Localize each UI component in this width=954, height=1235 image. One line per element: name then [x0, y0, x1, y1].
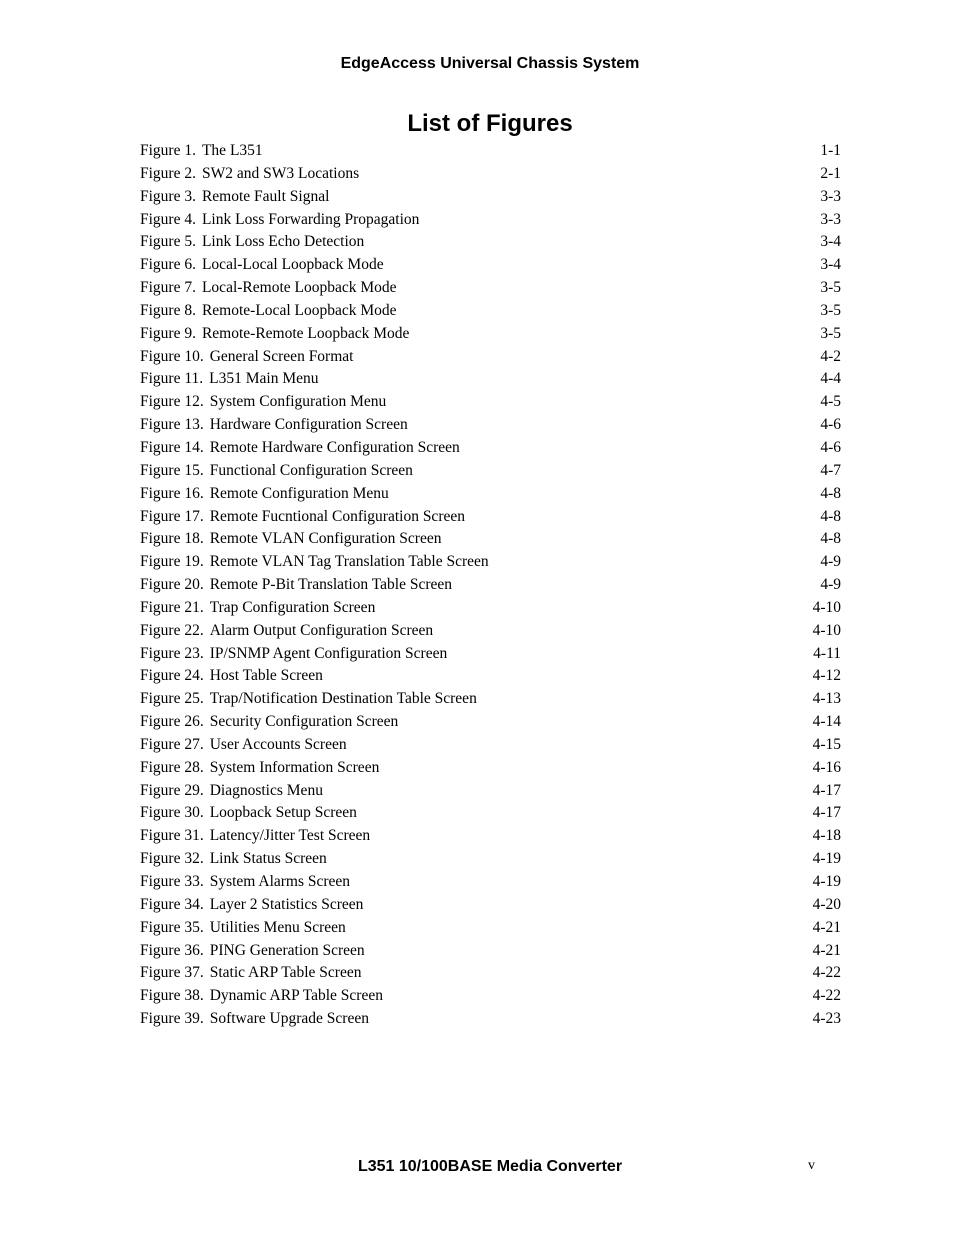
figure-number: Figure 3.: [140, 187, 196, 205]
figure-page-number: 2-1: [820, 164, 841, 182]
figure-number: Figure 38.: [140, 987, 204, 1005]
figure-caption: Alarm Output Configuration Screen: [209, 621, 434, 639]
figure-page-number: 3-3: [820, 210, 841, 228]
figure-page-number: 4-16: [812, 758, 841, 776]
figure-caption: Latency/Jitter Test Screen: [209, 827, 371, 845]
figure-label: [140, 780, 323, 803]
figure-entry[interactable]: [140, 643, 841, 666]
figure-caption: Remote VLAN Tag Translation Table Screen: [209, 553, 489, 571]
figure-number: Figure 21.: [140, 598, 204, 616]
figure-page-number: 4-4: [820, 370, 841, 388]
figure-label: [140, 802, 357, 825]
figure-number: Figure 5.: [140, 233, 196, 251]
figure-label: [140, 163, 359, 186]
figure-page-number: 3-5: [820, 301, 841, 319]
figure-number: Figure 18.: [140, 530, 204, 548]
figure-entry[interactable]: [140, 300, 841, 323]
figure-entry[interactable]: [140, 848, 841, 871]
figure-entry[interactable]: [140, 985, 841, 1008]
figure-caption: System Information Screen: [209, 758, 380, 776]
figure-label: [140, 437, 460, 460]
figure-label: [140, 871, 350, 894]
figure-number: Figure 35.: [140, 918, 204, 936]
page-number: v: [808, 1158, 815, 1173]
figure-entry[interactable]: [140, 574, 841, 597]
figure-entry[interactable]: [140, 894, 841, 917]
figure-number: Figure 6.: [140, 256, 196, 274]
figure-entry[interactable]: [140, 734, 841, 757]
figure-number: Figure 32.: [140, 850, 204, 868]
figure-page-number: 4-17: [812, 781, 841, 799]
figure-page-number: 4-9: [820, 576, 841, 594]
figure-entry[interactable]: [140, 506, 841, 529]
figure-label: [140, 620, 433, 643]
page-title: List of Figures: [407, 110, 573, 137]
figure-caption: Link Loss Forwarding Propagation: [201, 210, 420, 228]
figure-number: Figure 12.: [140, 393, 204, 411]
figure-entry[interactable]: [140, 1008, 841, 1031]
figure-entry[interactable]: [140, 780, 841, 803]
figure-page-number: 4-10: [812, 621, 841, 639]
figure-label: [140, 940, 365, 963]
figure-caption: Remote Configuration Menu: [209, 484, 389, 502]
figure-number: Figure 39.: [140, 1010, 204, 1028]
figure-number: Figure 26.: [140, 713, 204, 731]
figure-caption: Hardware Configuration Screen: [209, 416, 408, 434]
figure-page-number: 3-4: [820, 233, 841, 251]
figure-entry[interactable]: [140, 140, 841, 163]
figure-caption: IP/SNMP Agent Configuration Screen: [209, 644, 448, 662]
figure-caption: The L351: [201, 142, 263, 159]
figure-number: Figure 25.: [140, 690, 204, 708]
figure-number: Figure 15.: [140, 461, 204, 479]
figure-entry[interactable]: [140, 391, 841, 414]
figure-entry[interactable]: [140, 551, 841, 574]
figure-page-number: 3-3: [820, 187, 841, 205]
figure-page-number: 4-8: [820, 507, 841, 525]
running-header: EdgeAccess Universal Chassis System: [340, 55, 640, 72]
figure-label: [140, 528, 441, 551]
figure-label: [140, 1008, 369, 1031]
figure-caption: Diagnostics Menu: [209, 781, 323, 799]
figure-number: Figure 20.: [140, 576, 204, 594]
figure-page-number: 4-11: [813, 644, 841, 662]
figure-page-number: 4-7: [820, 461, 841, 479]
figure-number: Figure 4.: [140, 210, 196, 228]
figure-entry[interactable]: [140, 757, 841, 780]
figure-caption: Dynamic ARP Table Screen: [209, 987, 383, 1005]
figure-page-number: 3-5: [820, 279, 841, 297]
figure-entry[interactable]: [140, 940, 841, 963]
figure-entry[interactable]: [140, 688, 841, 711]
figure-entry[interactable]: [140, 460, 841, 483]
figure-number: Figure 37.: [140, 964, 204, 982]
figure-caption: PING Generation Screen: [209, 941, 365, 959]
figure-entry[interactable]: [140, 346, 841, 369]
figure-caption: Remote Fucntional Configuration Screen: [209, 507, 465, 525]
figure-caption: Utilities Menu Screen: [209, 918, 346, 936]
figure-number: Figure 19.: [140, 553, 204, 571]
figure-entry[interactable]: [140, 665, 841, 688]
figure-label: [140, 848, 327, 871]
figure-number: Figure 33.: [140, 873, 204, 890]
figure-caption: Remote-Local Loopback Mode: [201, 301, 397, 319]
figure-label: [140, 551, 489, 574]
figure-number: Figure 1.: [140, 142, 196, 159]
figure-label: [140, 665, 323, 688]
figure-label: [140, 825, 370, 848]
running-footer: L351 10/100BASE Media Converter: [357, 1158, 623, 1175]
figure-page-number: 4-5: [820, 393, 841, 411]
figure-caption: Remote VLAN Configuration Screen: [209, 530, 442, 548]
figure-label: [140, 483, 389, 506]
figure-caption: Remote-Remote Loopback Mode: [201, 324, 410, 342]
figure-entry[interactable]: [140, 962, 841, 985]
figure-entry[interactable]: [140, 437, 841, 460]
figure-page-number: 4-8: [820, 530, 841, 548]
figure-label: [140, 734, 347, 757]
figure-caption: Security Configuration Screen: [209, 713, 399, 731]
figure-label: [140, 597, 375, 620]
figure-caption: Link Loss Echo Detection: [201, 233, 365, 251]
list-of-figures: [140, 140, 841, 1031]
figure-label: [140, 186, 329, 209]
figure-page-number: 4-17: [812, 804, 841, 822]
figure-entry[interactable]: [140, 483, 841, 506]
figure-page-number: 4-6: [820, 416, 841, 434]
figure-page-number: 4-18: [812, 827, 841, 845]
figure-number: Figure 9.: [140, 324, 196, 342]
figure-entry[interactable]: [140, 209, 841, 232]
figure-label: [140, 460, 413, 483]
figure-number: Figure 29.: [140, 781, 204, 799]
figure-page-number: 4-13: [812, 690, 841, 708]
figure-page-number: 4-9: [820, 553, 841, 571]
figure-caption: Trap/Notification Destination Table Screen: [209, 690, 477, 708]
figure-page-number: 4-14: [812, 713, 841, 731]
figure-caption: Local-Local Loopback Mode: [201, 256, 384, 274]
figure-number: Figure 31.: [140, 827, 204, 845]
figure-number: Figure 16.: [140, 484, 204, 502]
figure-entry[interactable]: [140, 711, 841, 734]
figure-number: Figure 34.: [140, 895, 204, 913]
figure-label: [140, 985, 383, 1008]
figure-label: [140, 917, 346, 940]
figure-page-number: 4-8: [820, 484, 841, 502]
figure-label: [140, 300, 397, 323]
figure-number: Figure 30.: [140, 804, 204, 822]
figure-entry[interactable]: [140, 917, 841, 940]
figure-entry[interactable]: [140, 620, 841, 643]
figure-entry[interactable]: [140, 825, 841, 848]
figure-entry[interactable]: [140, 414, 841, 437]
figure-caption: Link Status Screen: [209, 850, 327, 868]
figure-caption: Trap Configuration Screen: [209, 598, 376, 616]
figure-label: [140, 414, 408, 437]
figure-entry[interactable]: [140, 323, 841, 346]
figure-page-number: 4-19: [812, 850, 841, 868]
figure-page-number: 3-5: [820, 324, 841, 342]
figure-entry[interactable]: [140, 802, 841, 825]
figure-caption: Static ARP Table Screen: [209, 964, 362, 982]
figure-label: [140, 711, 398, 734]
figure-caption: L351 Main Menu: [209, 370, 319, 388]
figure-page-number: 4-19: [812, 873, 841, 890]
figure-label: [140, 962, 361, 985]
figure-caption: Remote Hardware Configuration Screen: [209, 438, 460, 456]
figure-page-number: 3-4: [820, 256, 841, 274]
figure-page-number: 4-21: [812, 918, 841, 936]
figure-entry[interactable]: [140, 186, 841, 209]
figure-number: Figure 2.: [140, 164, 196, 182]
figure-entry[interactable]: [140, 254, 841, 277]
figure-label: [140, 209, 419, 232]
figure-label: [140, 757, 379, 780]
figure-number: Figure 24.: [140, 667, 204, 685]
figure-entry[interactable]: [140, 368, 841, 391]
figure-label: [140, 643, 447, 666]
figure-caption: System Configuration Menu: [209, 393, 387, 411]
figure-caption: Local-Remote Loopback Mode: [201, 279, 397, 297]
figure-caption: Functional Configuration Screen: [209, 461, 413, 479]
figure-label: [140, 323, 409, 346]
figure-number: Figure 7.: [140, 279, 196, 297]
figure-label: [140, 574, 452, 597]
figure-entry[interactable]: [140, 231, 841, 254]
figure-entry[interactable]: [140, 277, 841, 300]
figure-caption: SW2 and SW3 Locations: [201, 164, 360, 182]
figure-caption: Loopback Setup Screen: [209, 804, 357, 822]
figure-caption: Remote Fault Signal: [201, 187, 330, 205]
figure-page-number: 4-22: [812, 987, 841, 1005]
figure-caption: Remote P-Bit Translation Table Screen: [209, 576, 453, 594]
figure-page-number: 4-12: [812, 667, 841, 685]
figure-page-number: 4-15: [812, 735, 841, 753]
figure-page-number: 4-20: [812, 895, 841, 913]
figure-entry[interactable]: [140, 871, 841, 894]
figure-page-number: 4-10: [812, 598, 841, 616]
figure-label: [140, 894, 363, 917]
figure-page-number: 4-22: [812, 964, 841, 982]
figure-number: Figure 17.: [140, 507, 204, 525]
figure-page-number: 4-2: [820, 347, 841, 365]
figure-label: [140, 231, 364, 254]
figure-label: [140, 254, 384, 277]
figure-label: [140, 346, 353, 369]
figure-caption: Layer 2 Statistics Screen: [209, 895, 364, 913]
figure-number: Figure 22.: [140, 621, 204, 639]
figure-caption: User Accounts Screen: [209, 735, 347, 753]
figure-label: [140, 391, 386, 414]
figure-entry[interactable]: [140, 528, 841, 551]
figure-number: Figure 14.: [140, 438, 204, 456]
figure-number: Figure 23.: [140, 644, 204, 662]
figure-entry[interactable]: [140, 597, 841, 620]
figure-page-number: 1-1: [820, 142, 841, 159]
figure-caption: System Alarms Screen: [209, 873, 351, 890]
figure-page-number: 4-23: [812, 1010, 841, 1028]
figure-number: Figure 13.: [140, 416, 204, 434]
figure-caption: General Screen Format: [209, 347, 354, 365]
figure-label: [140, 688, 477, 711]
figure-label: [140, 277, 397, 300]
figure-label: [140, 506, 465, 529]
figure-number: Figure 28.: [140, 758, 204, 776]
figure-caption: Host Table Screen: [209, 667, 323, 685]
figure-number: Figure 11.: [140, 370, 204, 388]
figure-page-number: 4-21: [812, 941, 841, 959]
figure-caption: Software Upgrade Screen: [209, 1010, 369, 1028]
figure-entry[interactable]: [140, 163, 841, 186]
figure-number: Figure 8.: [140, 301, 196, 319]
figure-number: Figure 27.: [140, 735, 204, 753]
figure-number: Figure 10.: [140, 347, 204, 365]
figure-number: Figure 36.: [140, 941, 204, 959]
figure-label: [140, 368, 319, 391]
figure-page-number: 4-6: [820, 438, 841, 456]
figure-label: [140, 140, 263, 163]
